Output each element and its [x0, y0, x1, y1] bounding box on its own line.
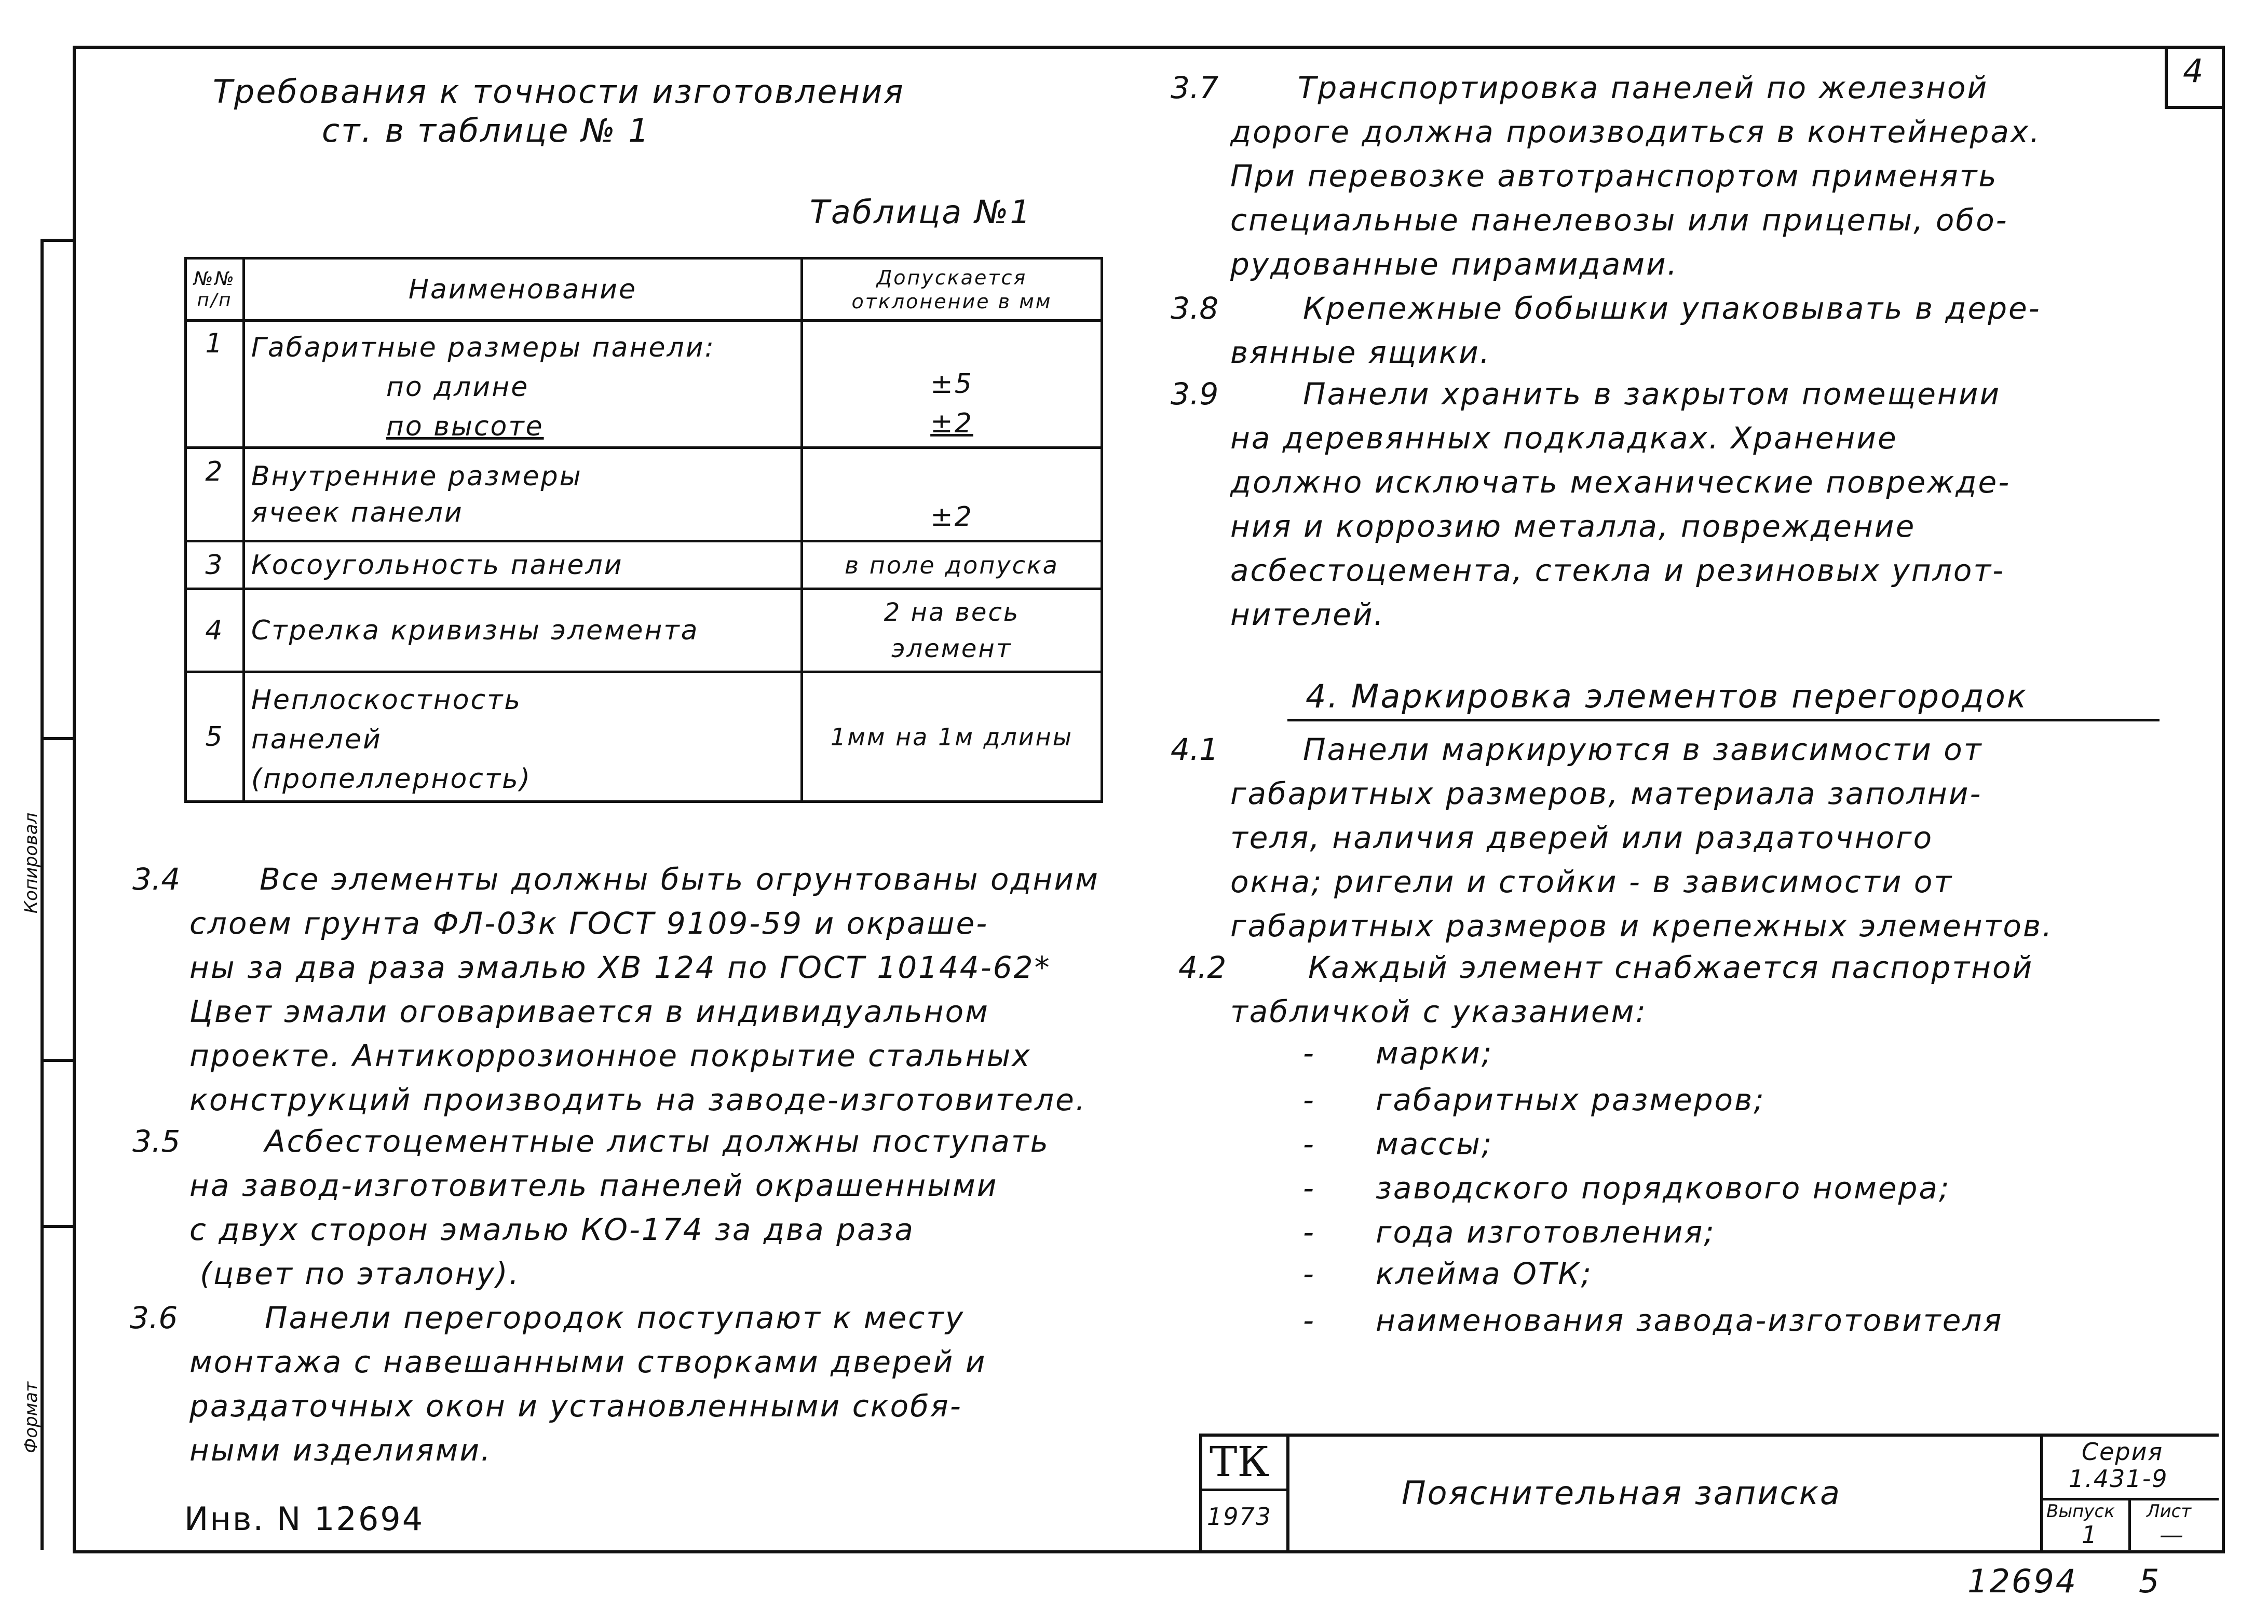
paragraph-line: При перевозке автотранспортом применять [1230, 158, 1998, 194]
list-item [1303, 1170, 1951, 1206]
list-dash: - [1303, 1082, 1315, 1117]
list-item [1303, 1082, 1765, 1117]
binding-strip-line [40, 1059, 76, 1062]
inventory-number: Инв. N 12694 [184, 1500, 425, 1538]
table-header-num: №№ п/п [186, 258, 244, 321]
row-num: 4 [186, 589, 244, 672]
paragraph-line: Асбестоцементные листы должны поступать [265, 1124, 1050, 1159]
binding-strip-line [40, 1225, 76, 1228]
paragraph-line: на деревянных подкладках. Хранение [1230, 420, 1898, 456]
row-name-text: Габаритные размеры панели: [251, 332, 716, 363]
paragraph-line: теля, наличия дверей или раздаточного [1230, 820, 1934, 855]
row-tolerance-value: ±5 [930, 369, 973, 400]
row-tolerance [802, 321, 1102, 448]
list-item-text: клейма ОТК; [1376, 1256, 1593, 1291]
paragraph-line: конструкций производить на заводе-изготовителе. [189, 1082, 1087, 1117]
list-dash: - [1303, 1126, 1315, 1162]
list-item [1303, 1126, 1493, 1162]
paragraph-line: Панели хранить в закрытом помещении [1303, 376, 2001, 412]
paragraph-line: Транспортировка панелей по железной [1298, 70, 1989, 105]
table-row [186, 448, 1102, 541]
paragraph-line: вянные ящики. [1230, 335, 1491, 370]
series-value: 1.431-9 [2069, 1465, 2168, 1493]
paragraph-line: Крепежные бобышки упаковывать в дере- [1303, 291, 2041, 326]
paragraph-line: Панели перегородок поступают к месту [265, 1300, 965, 1335]
row-num: 5 [186, 672, 244, 802]
title-block-border [1199, 1434, 1202, 1550]
row-tolerance: 2 на весь элемент [802, 589, 1102, 672]
margin-mark: Копировал [21, 812, 42, 913]
table-row [186, 672, 1102, 802]
paragraph-line: раздаточных окон и установленными скобя- [189, 1388, 962, 1424]
paragraph-line: ния и коррозию металла, повреждение [1230, 509, 1916, 544]
list-item-text: наименования завода-изготовителя [1376, 1303, 2003, 1338]
paragraph-line: (цвет по эталону). [200, 1256, 521, 1291]
page-number: 4 [2183, 52, 2205, 90]
sheet-label: Лист [2147, 1501, 2192, 1522]
list-item-text: марки; [1376, 1035, 1493, 1071]
list-item [1303, 1256, 1593, 1291]
list-dash: - [1303, 1303, 1315, 1338]
paragraph-line: на завод-изготовитель панелей окрашенными [189, 1168, 998, 1203]
paragraph-number: 4.1 [1171, 732, 1219, 767]
table-header-tolerance: Допускается отклонение в мм [802, 258, 1102, 321]
paragraph-line: асбестоцемента, стекла и резиновых уплот- [1230, 553, 2005, 588]
issue-value: 1 [2082, 1521, 2098, 1549]
list-dash: - [1303, 1035, 1315, 1071]
row-tolerance-value: ±2 [930, 408, 973, 439]
row-sub: по высоте [386, 411, 544, 442]
title-block-border [1286, 1434, 1289, 1550]
list-dash: - [1303, 1256, 1315, 1291]
list-item [1303, 1035, 1493, 1071]
paragraph-number: 3.7 [1171, 70, 1219, 105]
paragraph-line: окна; ригели и стойки - в зависимости от [1230, 864, 1953, 899]
row-num: 3 [186, 541, 244, 589]
paragraph-line: должно исключать механические поврежде- [1230, 465, 2011, 500]
paragraph-line: габаритных размеров и крепежных элементов. [1230, 908, 2054, 944]
section-4-title: 4. Маркировка элементов перегородок [1306, 677, 2028, 715]
row-name: Внутренние размеры ячеек панели [243, 448, 802, 541]
footer-page: 5 [2139, 1562, 2161, 1600]
title-block-border [2040, 1434, 2043, 1550]
paragraph-line: Каждый элемент снабжается паспортной [1308, 950, 2034, 985]
table-row [186, 321, 1102, 448]
paragraph-line: ными изделиями. [189, 1432, 492, 1468]
paragraph-line: Панели маркируются в зависимости от [1303, 732, 1983, 767]
paragraph-number: 3.6 [130, 1300, 178, 1335]
list-item-text: года изготовления; [1376, 1214, 1716, 1250]
paragraph-line: ны за два раза эмалью ХВ 124 по ГОСТ 10144-62* [189, 950, 1051, 985]
footer-code: 12694 [1967, 1562, 2078, 1600]
row-num: 2 [186, 448, 244, 541]
paragraph-line: дороге должна производиться в контейнерах. [1230, 114, 2041, 149]
paragraph-line: Цвет эмали оговаривается в индивидуальном [189, 994, 989, 1029]
list-item-text: массы; [1376, 1126, 1493, 1162]
table-row [186, 541, 1102, 589]
table-row [186, 589, 1102, 672]
row-tolerance: в поле допуска [802, 541, 1102, 589]
list-dash: - [1303, 1214, 1315, 1250]
list-item [1303, 1214, 1716, 1250]
tolerance-table [184, 257, 1103, 803]
paragraph-line: слоем грунта ФЛ-03к ГОСТ 9109-59 и окраше- [189, 906, 989, 941]
sheet-value: — [2160, 1521, 2184, 1549]
table-header-name: Наименование [243, 258, 802, 321]
row-name: Косоугольность панели [243, 541, 802, 589]
paragraph-number: 4.2 [1178, 950, 1227, 985]
logo-tk: ТК [1210, 1438, 1270, 1486]
binding-strip-line [40, 737, 76, 740]
list-item-text: габаритных размеров; [1376, 1082, 1765, 1117]
paragraph-number: 3.8 [1171, 291, 1219, 326]
title-block-border [1199, 1434, 2219, 1437]
heading-line1: Требования к точности изготовления [213, 73, 905, 111]
paragraph-line: нителей. [1230, 597, 1385, 632]
paragraph-number: 3.9 [1171, 376, 1219, 412]
row-sub: по длине [386, 372, 529, 403]
paragraph-line: табличкой с указанием: [1230, 994, 1647, 1029]
paragraph-line: с двух сторон эмалью КО-174 за два раза [189, 1212, 915, 1247]
row-num: 1 [186, 321, 244, 448]
document-title: Пояснительная записка [1402, 1474, 1842, 1512]
row-name [243, 321, 802, 448]
title-block-border [1199, 1489, 1288, 1491]
heading-line2: ст. в таблице № 1 [322, 112, 650, 149]
list-dash: - [1303, 1170, 1315, 1206]
paragraph-line: габаритных размеров, материала заполни- [1230, 776, 1982, 811]
paragraph-line: Все элементы должны быть огрунтованы одним [260, 862, 1099, 897]
paragraph-line: монтажа с навешанными створками дверей и [189, 1344, 987, 1380]
paragraph-line: рудованные пирамидами. [1230, 247, 1679, 282]
paragraph-number: 3.4 [132, 862, 181, 897]
row-name: Стрелка кривизны элемента [243, 589, 802, 672]
year: 1973 [1207, 1503, 1272, 1531]
paragraph-line: специальные панелевозы или прицепы, обо- [1230, 202, 2008, 238]
table-label: Таблица №1 [810, 193, 1032, 231]
binding-strip-line [40, 239, 76, 242]
title-block-border [2128, 1498, 2131, 1550]
list-item-text: заводского порядкового номера; [1376, 1170, 1951, 1206]
row-tolerance: 1мм на 1м длины [802, 672, 1102, 802]
row-name: Неплоскостность панелей (пропеллерность) [243, 672, 802, 802]
margin-mark: Формат [21, 1382, 42, 1453]
list-item [1303, 1303, 2003, 1338]
issue-label: Выпуск [2046, 1501, 2115, 1522]
series-label: Серия [2082, 1438, 2164, 1466]
paragraph-line: проекте. Антикоррозионное покрытие стальных [189, 1038, 1031, 1073]
paragraph-number: 3.5 [132, 1124, 181, 1159]
section-title-underline [1287, 719, 2160, 721]
row-tolerance: ±2 [802, 448, 1102, 541]
